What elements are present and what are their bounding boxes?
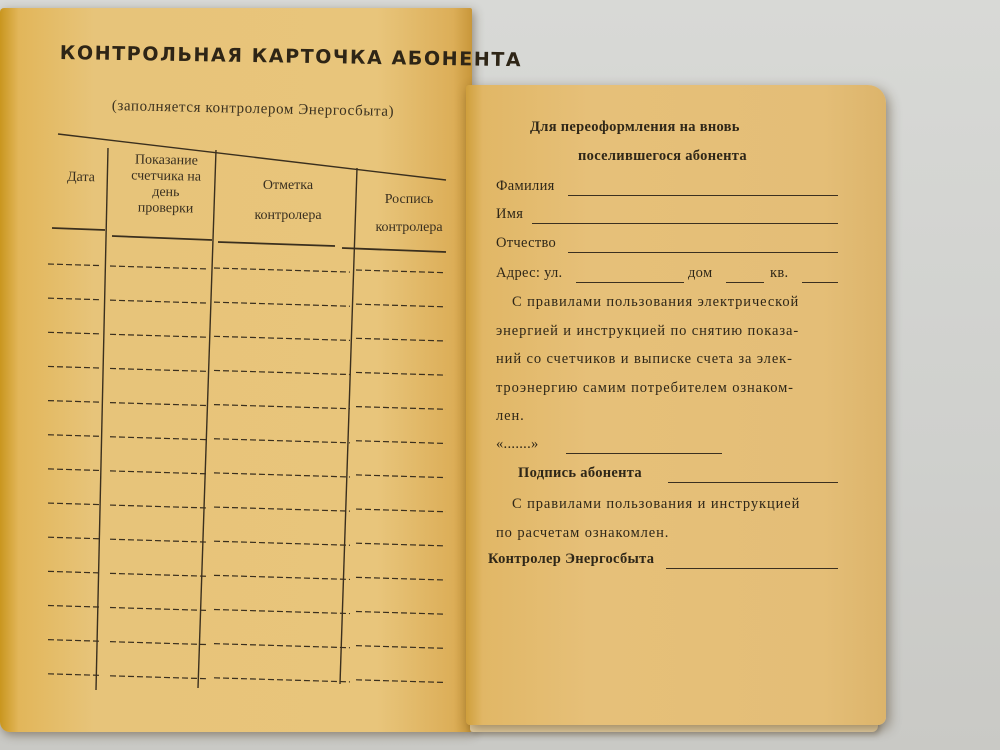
paragraph-line: троэнергию самим потребителем ознаком- bbox=[496, 379, 794, 396]
table-row-line bbox=[110, 505, 208, 508]
header-meter-reading bbox=[115, 152, 216, 218]
paragraph-line: С правилами пользования и инструкцией bbox=[512, 496, 801, 512]
header-controller-signature-2: контролера bbox=[375, 220, 443, 235]
rules-paragraph bbox=[496, 288, 799, 431]
header-controller-mark-2: контролера bbox=[254, 208, 322, 223]
table-row-line bbox=[48, 401, 100, 403]
table-row-line bbox=[48, 503, 100, 505]
date-line[interactable] bbox=[566, 453, 722, 454]
header-text: проверки bbox=[137, 200, 194, 217]
table-row-line bbox=[110, 368, 208, 371]
table-row-line bbox=[214, 405, 350, 409]
table-row-line bbox=[214, 336, 350, 340]
table-row-line bbox=[214, 541, 350, 545]
rules-paragraph-2 bbox=[496, 490, 800, 547]
table-row-line bbox=[356, 509, 446, 512]
page-title: КОНТРОЛЬНАЯ КАРТОЧКА АБОНЕНТА bbox=[59, 42, 523, 72]
table-row-line bbox=[110, 334, 208, 337]
field-apartment-label: кв. bbox=[770, 265, 789, 281]
control-table bbox=[0, 8, 472, 732]
table-row-line bbox=[214, 302, 350, 306]
paragraph-line: С правилами пользования электрической bbox=[512, 294, 800, 310]
field-house-line[interactable] bbox=[726, 282, 764, 283]
table-row-line bbox=[356, 338, 446, 341]
header-text: Показание bbox=[134, 152, 198, 169]
table-row-line bbox=[214, 610, 350, 614]
table-row-line bbox=[48, 640, 100, 642]
table-row-line bbox=[214, 473, 350, 477]
table-row-line bbox=[356, 646, 446, 649]
table-row-line bbox=[110, 437, 208, 440]
field-surname-line[interactable] bbox=[568, 195, 838, 196]
field-name-line[interactable] bbox=[532, 223, 838, 224]
right-page bbox=[466, 85, 886, 725]
paragraph-line: лен. bbox=[496, 408, 525, 424]
table-row-line bbox=[356, 577, 446, 580]
table-row-line bbox=[48, 366, 100, 368]
table-row-line bbox=[48, 264, 100, 266]
header-text: счетчика на bbox=[131, 168, 202, 185]
controller-label: Контролер Энергосбыта bbox=[488, 551, 655, 567]
field-name-label: Имя bbox=[496, 206, 524, 222]
table-row-line bbox=[110, 403, 208, 406]
table-row-line bbox=[356, 680, 446, 683]
header-text: день bbox=[152, 184, 180, 201]
field-surname-label: Фамилия bbox=[496, 178, 555, 194]
page-subtitle: (заполняется контролером Энергосбыта) bbox=[111, 98, 395, 120]
field-patronymic-label: Отчество bbox=[496, 235, 557, 251]
field-house-label: дом bbox=[688, 265, 713, 281]
header-controller-mark: Отметка bbox=[262, 178, 314, 193]
table-row-line bbox=[48, 606, 100, 608]
table-row-line bbox=[214, 575, 350, 579]
table-row-line bbox=[110, 539, 208, 542]
table-row-line bbox=[48, 674, 100, 676]
table-row-line bbox=[356, 543, 446, 546]
table-row-line bbox=[48, 469, 100, 471]
field-patronymic-line[interactable] bbox=[568, 252, 838, 253]
table-row-line bbox=[356, 441, 446, 444]
table-row-line bbox=[48, 435, 100, 437]
table-row-line bbox=[48, 298, 100, 300]
header-date: Дата bbox=[66, 169, 96, 186]
table-row-line bbox=[214, 507, 350, 511]
table-row-line bbox=[48, 332, 100, 334]
field-apartment-line[interactable] bbox=[802, 282, 838, 283]
table-row-line bbox=[110, 573, 208, 576]
table-row-line bbox=[48, 537, 100, 539]
table-row-line bbox=[356, 270, 446, 273]
table-row-line bbox=[214, 678, 350, 682]
table-row-line bbox=[110, 471, 208, 474]
table-row-line bbox=[356, 475, 446, 478]
paragraph-line: энергией и инструкцией по снятию показа- bbox=[496, 322, 800, 339]
subscriber-signature-label: Подпись абонента bbox=[518, 465, 642, 481]
table-row-line bbox=[110, 642, 208, 645]
table-row-line bbox=[214, 439, 350, 443]
header-controller-signature: Роспись bbox=[384, 192, 434, 207]
field-street-line[interactable] bbox=[576, 282, 684, 283]
table-grid bbox=[0, 8, 472, 732]
table-row-line bbox=[110, 608, 208, 611]
controller-signature-line[interactable] bbox=[666, 568, 838, 569]
field-address-label: Адрес: ул. bbox=[496, 265, 563, 281]
table-row-line bbox=[356, 372, 446, 375]
table-row-line bbox=[214, 644, 350, 648]
table-row-line bbox=[356, 612, 446, 615]
table-row-line bbox=[356, 304, 446, 307]
table-row-line bbox=[110, 300, 208, 303]
subscriber-signature-line[interactable] bbox=[668, 482, 838, 483]
table-row-line bbox=[110, 676, 208, 679]
paragraph-line: по расчетам ознакомлен. bbox=[496, 524, 670, 541]
table-row-line bbox=[110, 266, 208, 269]
table-row-line bbox=[48, 571, 100, 573]
table-row-line bbox=[214, 268, 350, 272]
heading-line-1: Для переоформления на вновь bbox=[530, 119, 740, 135]
paragraph-line: ний со счетчиков и выписке счета за элек- bbox=[496, 351, 793, 367]
date-placeholder: «.......» bbox=[496, 436, 539, 452]
table-row-line bbox=[214, 370, 350, 374]
heading-line-2: поселившегося абонента bbox=[578, 148, 747, 164]
table-row-line bbox=[356, 407, 446, 410]
